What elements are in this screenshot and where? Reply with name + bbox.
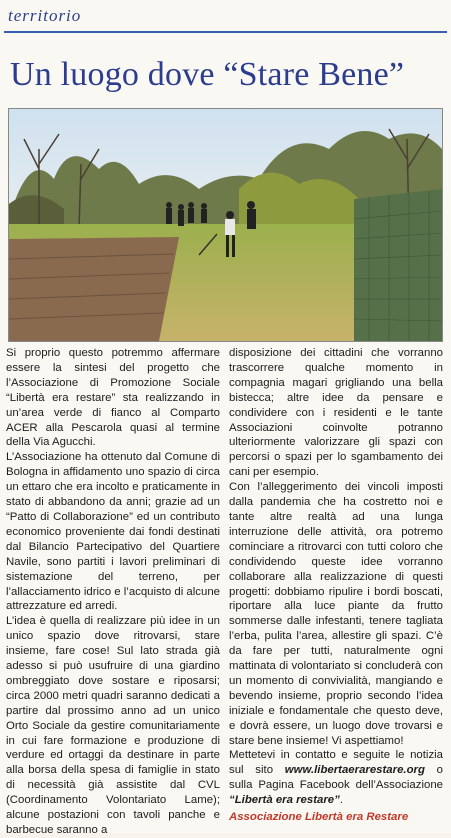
- facebook-page-name: “Libertà era restare”: [229, 794, 340, 807]
- paragraph: L’Associazione ha ottenuto dal Comune di Bologna in affidamento uno spazio di circa un ettaro che era incolto e praticamente in stato di abbandono da anni; grazie ad un “Patto di Collaborazione” ed un contributo economico proveniente dai fondi destinati dal Bilancio Partecipativo del Quartiere Navile, sono partiti i lavori preliminari di sistemazione del terreno, per l’allacciamento idrico e l’acquisto di alcune attrezzature ed arredi.: [6, 451, 221, 613]
- closing-text: .: [339, 794, 343, 807]
- paragraph: disposizione dei cittadini che vorranno trascorrere qualche momento in compagnia magari grigliando una bella bistecca; altre idee da pensare e condividere con i residenti e le tante Associazioni coinvolte potranno ulteriormente valorizzare gli spazi con percorsi o spazi per lo sgambamento dei cani per esempio.: [229, 347, 443, 479]
- closing-paragraph: [229, 748, 443, 808]
- website-link[interactable]: www.libertaerarestare.org: [284, 764, 425, 777]
- author-signature: Associazione Libertà era Restare: [229, 811, 409, 824]
- paragraph: L’idea è quella di realizzare più idee in un unico spazio dove ritrovarsi, stare insieme, fare cose! Sul lato strada già adesso si può usufruire di una giardino ombreggiato dove sostare e riposarsi; circa 2000 metri quadri saranno dedicati a partire dal prossimo anno ad un unico Orto Sociale da gestire comunitariamente in cui fare formazione e produzione di verdure ed ortaggi da destinare in parte alla borsa della spesa di famiglie in stato di necessità già assistite dal CVL (Coordinamento Volontariato Lame); alcune postazioni con tavoli panche e barbecue saranno a: [6, 615, 220, 836]
- paragraph: Si proprio questo potremmo affermare essere la sintesi del progetto che l’Associazione di Promozione Sociale “Libertà era restare” sta realizzando in un’area verde di fianco al Comparto ACER alla Pescarola quasi al termine della Via Agucchi.: [6, 347, 220, 449]
- section-label: territorio: [8, 6, 82, 25]
- article-column-right: [229, 346, 443, 825]
- closing-text: Mettetevi in contatto e seguite le notizia sul sito: [229, 749, 443, 777]
- article-title: Un luogo dove “Stare Bene”: [10, 56, 405, 93]
- park-volunteers-photo: [9, 109, 442, 341]
- closing-text: o sulla Pagina Facebook dell’Associazione: [229, 764, 444, 792]
- header-rule: [4, 31, 447, 33]
- paragraph: Con l’alleggerimento dei vincoli imposti dalla pandemia che ha costretto noi e tante altre realtà ad una lunga interruzione delle attività, ora potremo cominciare a ritrovarci con tutti coloro che condividendo queste idee vorranno collaborare alla realizzazione di questi progetti: dobbiamo ripulire i bordi boscati, riportare alla luce piante da frutto sommerse dalle infestanti, tenere tagliata l’erba, pulita l’area, allestire gli spazi. C’è da fare per tutti, naturalmente ogni mattinata di volontariato si concluderà con un momento di convivialità, mangiando e bevendo insieme, proprio secondo l’idea iniziale e fondamentale che questo deve, e dovrà essere, un luogo dove trovarsi e stare bene insieme! Vi aspettiamo!: [229, 481, 443, 747]
- article-photo: [8, 108, 443, 342]
- article-column-left: [6, 346, 220, 838]
